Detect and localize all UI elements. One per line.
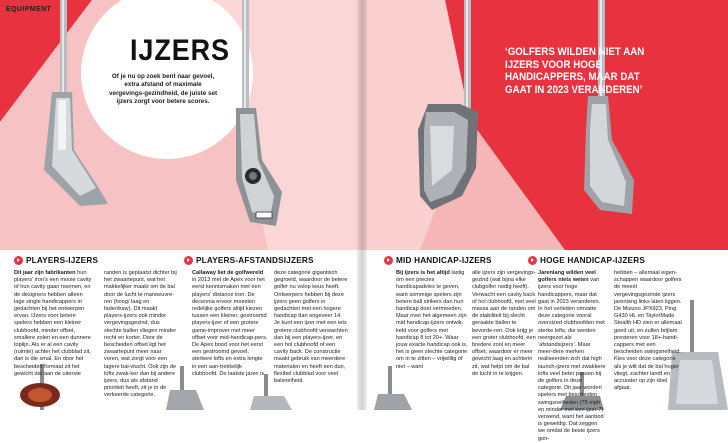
mid-handicap-column-2 <box>472 270 536 378</box>
section-label: EQUIPMENT <box>6 6 52 13</box>
players-body-2: randen is geplaatst dichter bij het zwaartepunt, wat het makkelijker maakt om de bal door de lucht te manoeuvre-ren (hoog/ laag en fade/draw). Dit maakt players-ijzers ook minder vergevingsgezind, dus slechte ballen vliegen minder recht en korter. Door de bescheiden offset ligt het zwaartepunt meer naar voren, wat zorgt voor een lagere bal-vlucht. Ook zijn de lofts zwak-ker dan bij andere ijzers, dus als afstand prioriteit heeft, zit je in de verkeerde categorie. <box>104 270 177 399</box>
bullet-icon <box>528 256 537 265</box>
high-handicap-body-2: hebben – allemaal eigen-schappen waardoor golfers de meest vergevingsgezinde ijzers jarenlang links laten liggen. De Mizuno JPX923, Ping G430 HL en TaylorMade Stealth HD zien er allemaal goed uit, en zullen brijlam presteren voor 18+-handi-cappers met een bescheiden swingsnelheid. Kies voor deze categorie als je wilt dat de bal hoger vliegt, zachter landt en accurater op zijn doel afgaat. <box>614 270 682 392</box>
intro-text: Of je nu op zoek bent naar gevoel, extra afstand of maximale vergevings-gezindheid, de juiste set ijzers zorgt voor betere scores. <box>108 73 218 106</box>
mid-handicap-body-2: alle ijzers zijn vergevings-gezind (wat bijna elke clubgolfer nodig heeft). Verwacht een cavity back of hol clubhoofd, met veel massa aan de randen om de stabiliteit bij slecht geraakte ballen te bevorde-ren. Ook krijg je een groter clubhoofd, een bredere zool en meer offset, waardoor er meer gewicht laag en achterin zit, wat helpt om de bal de lucht in te krijgen. <box>472 270 536 377</box>
players-heading <box>14 256 98 265</box>
bullet-icon <box>14 256 23 265</box>
high-handicap-heading <box>528 256 645 265</box>
mid-handicap-lead: Bij ijzers is het altijd <box>396 270 450 276</box>
page-gutter <box>357 0 367 410</box>
players-distance-column-1 <box>192 270 268 378</box>
high-handicap-column-1 <box>538 270 606 443</box>
players-distance-column-2 <box>274 270 348 385</box>
players-column-1 <box>14 270 92 378</box>
players-distance-heading <box>184 256 314 265</box>
high-handicap-heading-text: HOGE HANDICAP-IJZERS <box>540 256 645 265</box>
page-title: IJZERS <box>130 34 230 67</box>
players-lead: Dit jaar zijn fabrikanten <box>14 270 76 276</box>
mid-handicap-body-1: lastig om een precies handicapadvies te geven, want sommige spelers zijn betere ball strikers dan hun handicap doet vermoeden. Maar over het algemeen zijn mid handicap-ijzers ontwik-keld voor golfers met handicap 8 tot 20+. Waar jouw exacte handicap ook is, het is geen slechte categorie om in te zitten – vrijwillig of niet – want <box>396 270 468 370</box>
pull-quote: ‘GOLFERS WILDEN NIET AAN IJZERS VOOR HOGE HANDICAPPERS, MAAR DAT GAAT IN 2023 VERANDEREN’ <box>505 46 645 96</box>
players-distance-body-2: deze categorie gigantisch gegroeid, waardoor de betere golfer nu volop keus heeft. Ontwerpers hebben bij deze ijzers geen golfers in gedachten met een hogere handicap dan ongeveer 14. Je kunt een ijzer met een iets grotere clubhoofd verwachten dan bij een players-ijzer, en een hol clubhoofd of een cavity back. De constructie maakt gebruik van meerdere materialen en heeft een dun, flexibel clubblad voor veel balsnelheid. <box>274 270 348 385</box>
players-heading-text: PLAYERS-IJZERS <box>26 256 99 265</box>
players-column-2 <box>104 270 178 400</box>
high-handicap-column-2 <box>614 270 682 392</box>
mid-handicap-heading-text: MID HANDICAP-IJZERS <box>396 256 492 265</box>
mid-handicap-heading <box>384 256 492 265</box>
bullet-icon <box>184 256 193 265</box>
high-handicap-body-1: van ijzers voor hoge handicappers, maar dat gaat in 2023 veranderen. In het verleden omvatte deze categorie vooral oversized clubhoofden met sterke lofts, die werden neergezet als ‘afstandsijzers’. Maar meer-dere merken realiseerden zich dat high launch-ijzers met zwakkere lofts veel beter passen bij de golfers in deze categorie. Dit jaar worden spelers met bescheiden swingsnelheden (75 mph en minder met een ijzer-7) verwend, want het aanbod is geweldig. Dat zeggen we omdat de beste ijzers gon- <box>538 277 606 442</box>
mid-handicap-column-1 <box>396 270 468 371</box>
players-distance-heading-text: PLAYERS-AFSTANDSIJZERS <box>196 256 314 265</box>
players-distance-body-1: in 2013 met de Apex voor het eerst kennismaken met een players’ distance iron. De decennia ervoor moesten redelijke golfers altijd kiezen tussen een kleiner, gestroomd players-ijzer of een grotere game-improver met meer offset voor mid-handicap-pers. De Apex bood voor het eerst een gestroomd gevoel, sterkere lofts en extra lengte in een aan-trekkelijk clubhoofd. De laatste jaren is <box>192 277 268 377</box>
high-handicap-lead: Jarenlang wilden veel golfers niets weten <box>538 270 596 284</box>
players-distance-lead: Callaway liet de golfwereld <box>192 270 264 276</box>
players-body-1: hun players’ iron’s een mooie cavity of hun cavity gaan noemen, en de designers hebben alleen lage single handicappers in gedachten bij het ontwerpen ervan. IJzers voor betere spelers hebben een kleiner clubhoofd, minder offset, smallere zolen en een dunnere toplijn. Als er al een cavity (ruimte) achter het clubblad zit, dan is die smal. En door het bescheiden formaat zit het gewicht dat aan de uiterste <box>14 270 92 377</box>
bullet-icon <box>384 256 393 265</box>
